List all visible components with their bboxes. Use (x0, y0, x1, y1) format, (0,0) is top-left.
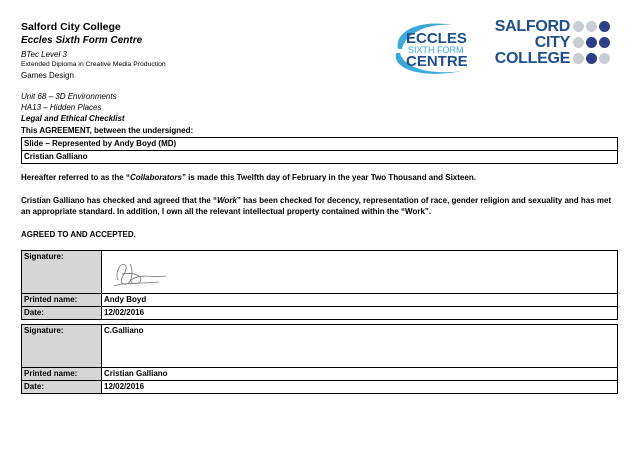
signature-field[interactable]: C.Galliano (102, 325, 618, 368)
collaborators-term: Collaborators (129, 173, 182, 182)
handwritten-signature-icon (104, 252, 174, 292)
centre-name: Eccles Sixth Form Centre (21, 35, 143, 47)
printed-name-label: Printed name: (22, 294, 102, 307)
date-label: Date: (22, 381, 102, 394)
work-check-paragraph: Cristian Galliano has checked and agreed that the “Work” has been checked for decency, representation of race, gender religion and sexuality and has met an appropriate standard. In addition, I own all the relevant intellectual property contained within the “Work”. (21, 196, 612, 216)
signature-label: Signature: (22, 251, 102, 294)
printed-name-value[interactable]: Andy Boyd (102, 294, 618, 307)
logo-dots-row2 (573, 37, 610, 48)
date-value[interactable]: 12/02/2016 (102, 307, 618, 320)
eccles-logo (392, 19, 472, 77)
diploma-title: Extended Diploma in Creative Media Production (21, 60, 166, 68)
course-name: Games Design (21, 71, 74, 81)
party-2: Cristian Galliano (22, 151, 618, 164)
printed-name-value[interactable]: Cristian Galliano (102, 368, 618, 381)
salford-city-college-logo (488, 19, 610, 67)
eccles-logo-line2: SIXTH FORM (408, 45, 464, 55)
unit-title: Unit 68 – 3D Environments (21, 92, 117, 102)
eccles-logo-line3: CENTRE (406, 53, 468, 70)
college-name: Salford City College (21, 21, 121, 33)
salford-logo-line3: COLLEGE (494, 50, 570, 67)
salford-logo-line1: SALFORD (494, 18, 570, 35)
qualification-level: BTec Level 3 (21, 49, 67, 59)
assignment-title: HA13 – Hidden Places (21, 103, 102, 113)
party-1: Slide – Represented by Andy Boyd (MD) (22, 138, 618, 151)
parties-table (21, 137, 618, 164)
signature-table-1 (21, 250, 618, 320)
salford-logo-line2: CITY (534, 34, 570, 51)
work-term: Work (217, 196, 237, 205)
agreed-statement: AGREED TO AND ACCEPTED. (21, 230, 136, 239)
checklist-title: Legal and Ethical Checklist (21, 114, 125, 124)
collaborators-paragraph: Hereafter referred to as the “Collaborators” is made this Twelfth day of February in the year Two Thousand and Sixteen. (21, 173, 476, 182)
document-header (21, 21, 381, 124)
date-label: Date: (22, 307, 102, 320)
agreement-title: This AGREEMENT, between the undersigned: (21, 126, 194, 135)
signature-field[interactable] (102, 251, 618, 294)
signature-label: Signature: (22, 325, 102, 368)
eccles-logo-line1: ECCLES (406, 30, 467, 47)
printed-name-label: Printed name: (22, 368, 102, 381)
logo-dots-row3 (573, 53, 610, 64)
signature-table-2 (21, 324, 618, 394)
date-value[interactable]: 12/02/2016 (102, 381, 618, 394)
logo-dots-row1 (573, 21, 610, 32)
